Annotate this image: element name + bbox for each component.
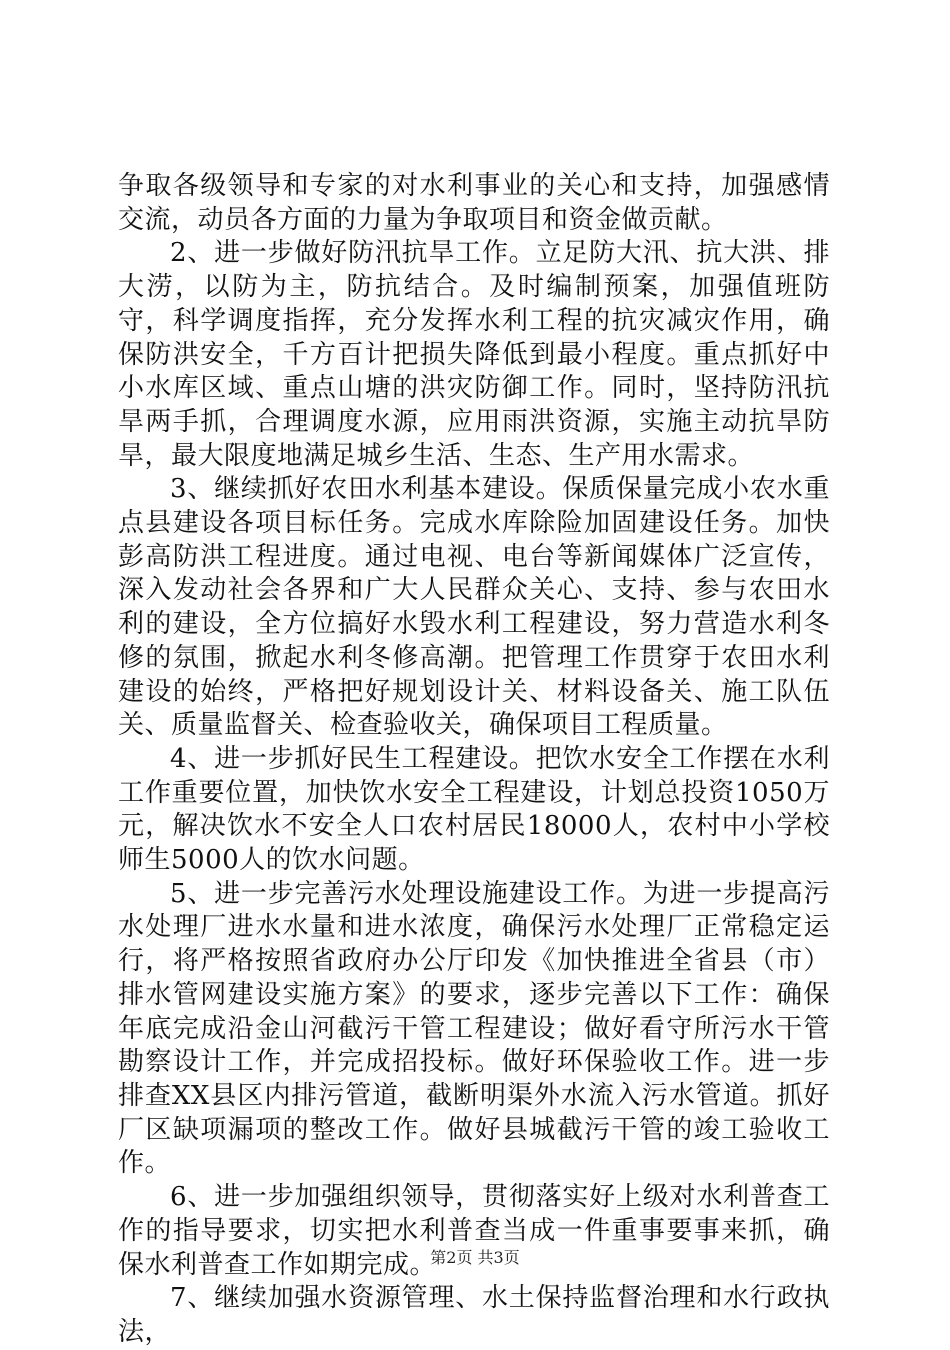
paragraph-7: 7、继续加强水资源管理、水土保持监督治理和水行政执法， [118,1283,830,1347]
paragraph-3: 3、继续抓好农田水利基本建设。保质保量完成小农水重点县建设各项目标任务。完成水库除险加固建设任务。加快彭高防洪工程进度。通过电视、电台等新闻媒体广泛宣传，深入发动社会各界和广大人民群众关心、支持、参与农田水利的建设，全方位搞好水毁水利工程建设，努力营造水利冬修的氛围，掀起水利冬修高潮。把管理工作贯穿于农田水利建设的始终，严格把好规划设计关、材料设备关、施工队伍关、质量监督关、检查验收关，确保项目工程质量。 [118,474,830,741]
paragraph-4: 4、进一步抓好民生工程建设。把饮水安全工作摆在水利工作重要位置，加快饮水安全工程建设，计划总投资1050万元，解决饮水不安全人口农村居民18000人，农村中小学校师生5000人的饮水问题。 [118,743,830,876]
paragraph-1: 争取各级领导和专家的对水利事业的关心和支持，加强感情交流，动员各方面的力量为争取项目和资金做贡献。 [118,171,830,235]
page-footer: 第2页 共3页 [430,1248,520,1267]
paragraph-2: 2、进一步做好防汛抗旱工作。立足防大汛、抗大洪、排大涝，以防为主，防抗结合。及时编制预案，加强值班防守，科学调度指挥，充分发挥水利工程的抗灾减灾作用，确保防洪安全，千方百计把损失降低到最小程度。重点抓好中小水库区域、重点山塘的洪灾防御工作。同时，坚持防汛抗旱两手抓，合理调度水源，应用雨洪资源，实施主动抗旱防旱，最大限度地满足城乡生活、生态、生产用水需求。 [118,238,830,471]
document-body [118,170,830,1350]
paragraph-6: 6、进一步加强组织领导，贯彻落实好上级对水利普查工作的指导要求，切实把水利普查当成一件重事要事来抓，确保水利普查工作如期完成。 [118,1182,830,1280]
paragraph-5: 5、进一步完善污水处理设施建设工作。为进一步提高污水处理厂进水水量和进水浓度，确保污水处理厂正常稳定运行，将严格按照省政府办公厅印发《加快推进全省县（市）排水管网建设实施方案》的要求，逐步完善以下工作：确保年底完成沿金山河截污干管工程建设；做好看守所污水干管勘察设计工作，并完成招投标。做好环保验收工作。进一步排查XX县区内排污管道，截断明渠外水流入污水管道。抓好厂区缺项漏项的整改工作。做好县城截污干管的竣工验收工作。 [118,878,830,1179]
